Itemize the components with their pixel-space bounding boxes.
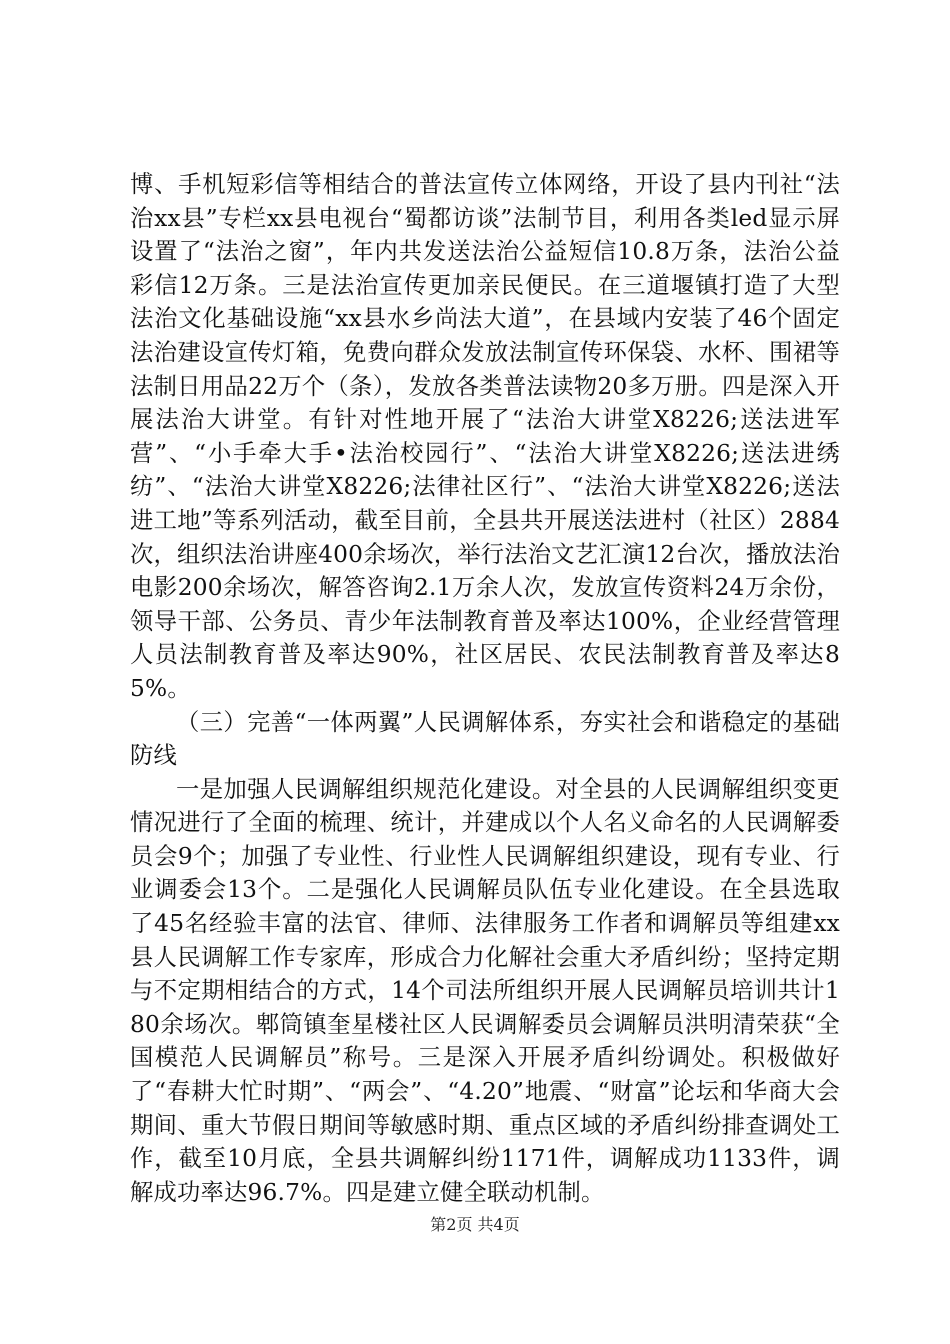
paragraph-legal-publicity: 博、手机短彩信等相结合的普法宣传立体网络，开设了县内刊社“法治xx县”专栏xx县电视台“蜀都访谈”法制节目，利用各类led显示屏设置了“法治之窗”，年内共发送法治公益短信10.8万条，法治公益彩信12万条。三是法治宣传更加亲民便民。在三道堰镇打造了大型法治文化基础设施“xx县水乡尚法大道”，在县域内安装了46个固定法治建设宣传灯箱，免费向群众发放法制宣传环保袋、水杯、围裙等法制日用品22万个（条），发放各类普法读物20多万册。四是深入开展法治大讲堂。有针对性地开展了“法治大讲堂X8226;送法进军营”、“小手牵大手•法治校园行”、“法治大讲堂X8226;送法进绣纺”、“法治大讲堂X8226;法律社区行”、“法治大讲堂X8226;送法进工地”等系列活动，截至目前，全县共开展送法进村（社区）2884次，组织法治讲座400余场次，举行法治文艺汇演12台次，播放法治电影200余场次，解答咨询2.1万余人次，发放宣传资料24万余份，领导干部、公务员、青少年法制教育普及率达100%，企业经营管理人员法制教育普及率达90%，社区居民、农民法制教育普及率达85%。 <box>130 171 840 702</box>
paragraph-mediation: 一是加强人民调解组织规范化建设。对全县的人民调解组织变更情况进行了全面的梳理、统计，并建成以个人名义命名的人民调解委员会9个；加强了专业性、行业性人民调解组织建设，现有专业、行业调委会13个。二是强化人民调解员队伍专业化建设。在全县选取了45名经验丰富的法官、律师、法律服务工作者和调解员等组建xx县人民调解工作专家库，形成合力化解社会重大矛盾纠纷；坚持定期与不定期相结合的方式，14个司法所组织开展人民调解员培训共计180余场次。郫筒镇奎星楼社区人民调解委员会调解员洪明清荣获“全国模范人民调解员”称号。三是深入开展矛盾纠纷调处。积极做好了“春耕大忙时期”、“两会”、“4.20”地震、“财富”论坛和华商大会期间、重大节假日期间等敏感时期、重点区域的矛盾纠纷排查调处工作，截至10月底，全县共调解纠纷1171件，调解成功1133件，调解成功率达96.7%。四是建立健全联动机制。 <box>130 775 840 1206</box>
page-footer: 第2页 共4页 <box>430 1215 520 1234</box>
document-body <box>130 168 840 1209</box>
section-heading-mediation: （三）完善“一体两翼”人民调解体系，夯实社会和谐稳定的基础防线 <box>130 708 840 770</box>
